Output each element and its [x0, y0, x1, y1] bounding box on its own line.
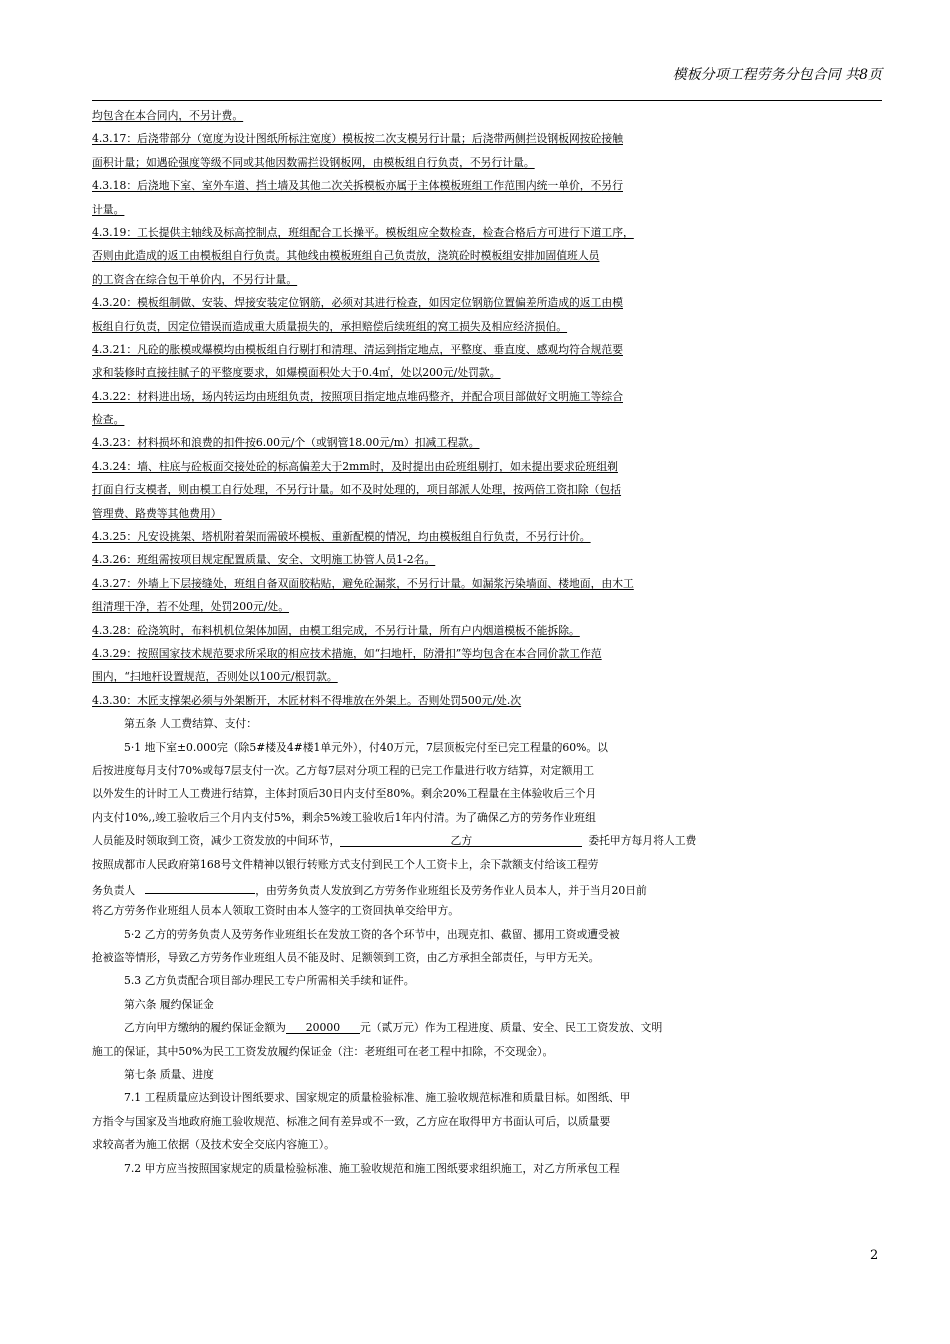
text-line — [92, 1110, 884, 1133]
line-text: 否则由此造成的返工由模板组自行负责。其他线由模板班组自己负责放，浇筑砼时模板组安排加固值班人员 — [92, 249, 600, 263]
line-text: 方指令与国家及当地政府施工验收规范、标准之间有差异或不一致，乙方应在取得甲方书面认可后，以质量要 — [92, 1114, 611, 1128]
line-text: 4.3.25：凡安设挑架、塔机附着架而需破坏模板、重新配模的情况，均由模板组自行负责，不另行计价。 — [92, 530, 591, 544]
document-body — [92, 104, 884, 1180]
line-text: 5·2 乙方的劳务负责人及劳务作业班组长在发放工资的各个环节中，出现克扣、截留、挪用工资或遭受被 — [124, 927, 620, 941]
line-text: 内支付10%,,竣工验收后三个月内支付5%，剩余5%竣工验收后1年内付清。为了确保乙方的劳务作业班组 — [92, 810, 596, 824]
text-line — [92, 993, 884, 1016]
text-line — [92, 1133, 884, 1156]
text-line — [92, 244, 884, 267]
deposit-amount-blank: 20000 — [286, 1016, 360, 1034]
text-line — [92, 408, 884, 431]
line-text: 施工的保证，其中50%为民工工资发放履约保证金（注：老班组可在老工程中扣除，不交现金）。 — [92, 1044, 554, 1058]
line-text: 4.3.28：砼浇筑时，布料机机位架体加固，由模工组完成，不另行计量，所有户内烟道模板不能拆除。 — [92, 623, 580, 637]
line-text: 均包含在本合同内，不另计费。 — [92, 109, 244, 122]
page-number: 2 — [870, 1248, 879, 1263]
text-line — [92, 104, 884, 127]
line-text: 第七条 质量、进度 — [124, 1068, 214, 1082]
line-text: 管理费、路费等其他费用） — [92, 506, 222, 520]
text-line — [92, 291, 884, 314]
line-text: 以外发生的计时工人工费进行结算，主体封顶后30日内支付至80%。剩余20%工程量在主体验收后三个月 — [92, 787, 597, 801]
text-line — [92, 1157, 884, 1180]
text-line — [92, 455, 884, 478]
text-line — [92, 174, 884, 197]
text-line — [92, 829, 884, 852]
text-line — [92, 502, 884, 525]
text-line — [92, 853, 884, 876]
text-line — [92, 712, 884, 735]
line-text: 7.2 甲方应当按照国家规定的质量检验标准、施工验收规范和施工图纸要求组织施工，对乙方所承包工程 — [124, 1161, 620, 1175]
text-line — [92, 268, 884, 291]
text-line — [92, 806, 884, 829]
line-text: 打面自行支模者，则由模工自行处理，不另行计量。如不及时处理的，项目部派人处理，按两倍工资扣除（包括 — [92, 483, 622, 497]
text-line — [92, 899, 884, 922]
deposit-tail: 元（贰万元）作为工程进度、质量、安全、民工工资发放、文明 — [359, 1021, 663, 1035]
line-text: 将乙方劳务作业班组人员本人领取工资时由本人签字的工资回执单交给甲方。 — [92, 904, 460, 918]
line-text: 围内，“扫地杆设置规范，否则处以100元/根罚款。 — [92, 670, 338, 684]
page-header: 模板分项工程劳务分包合同 共8页 — [672, 67, 882, 83]
text-line — [92, 759, 884, 782]
text-line — [92, 361, 884, 384]
line-text: 4.3.17：后浇带部分（宽度为设计图纸所标注宽度）模板按二次支模另行计量；后浇带两侧拦设钢板网按砼接触 — [92, 132, 623, 146]
line-text: 4.3.27：外墙上下层接缝处，班组自备双面胶粘贴，避免砼漏浆，不另行计量。如漏浆污染墙面、楼地面，由木工 — [92, 576, 634, 590]
labor-rep-tail: ，由劳务负责人发放到乙方劳务作业班组长及劳务作业人员本人，并于当月20日前 — [255, 883, 647, 897]
line-text: 5·1 地下室±0.000完（除5#楼及4#楼1单元外），付40万元，7层顶板完付至已完工程量的60%。以 — [124, 740, 608, 754]
line-text: 第五条 人工费结算、支付： — [124, 717, 257, 731]
text-line — [92, 1063, 884, 1086]
text-line — [92, 385, 884, 408]
entrust-text: 委托甲方每月将人工费 — [588, 834, 697, 848]
text-line — [92, 221, 884, 244]
line-text: 组清理干净，若不处理，处罚200元/处。 — [92, 600, 289, 614]
line-text: 求较高者为施工依据（及技术安全交底内容施工）。 — [92, 1138, 335, 1152]
line-text: 人员能及时领取到工资，减少工资发放的中间环节， — [92, 834, 341, 848]
text-line — [92, 548, 884, 571]
text-line — [92, 572, 884, 595]
line-text: 4.3.20：模板组制做、安装、焊接安装定位钢筋，必须对其进行检查，如因定位钢筋位置偏差所造成的返工由模 — [92, 296, 623, 310]
line-text: 4.3.23：材料损坏和浪费的扣件按6.00元/个（或钢管18.00元/m）扣减工程款。 — [92, 436, 480, 450]
line-text: 4.3.19：工长提供主轴线及标高控制点，班组配合工长操平。模板组应全数检查，检查合格后方可进行下道工序， — [92, 225, 634, 239]
party-b-blank: 乙方 — [340, 829, 582, 847]
line-text: 4.3.21：凡砼的胀模或爆模均由模板组自行剔打和清理、清运到指定地点，平整度、垂直度、感观均符合规范要 — [92, 342, 623, 356]
line-text: 抢被盗等情形，导致乙方劳务作业班组人员不能及时、足额领到工资，由乙方承担全部责任，与甲方无关。 — [92, 951, 600, 965]
text-line — [92, 431, 884, 454]
text-line — [92, 1086, 884, 1109]
line-text: 的工资含在综合包干单价内，不另行计量。 — [92, 272, 298, 286]
text-line — [92, 315, 884, 338]
line-text: 4.3.29：按照国家技术规范要求所采取的相应技术措施，如“扫地杆，防滑扣”等均包含在本合同价款工作范 — [92, 646, 602, 660]
line-text: 计量。 — [92, 202, 125, 216]
line-text: 板组自行负责，因定位错误而造成重大质量损失的，承担赔偿后续班组的窝工损失及相应经济损伯。 — [92, 319, 568, 333]
text-line — [92, 689, 884, 712]
line-text: 4.3.26：班组需按项目规定配置质量、安全、文明施工协管人员1-2名。 — [92, 553, 436, 567]
text-line — [92, 478, 884, 501]
line-text: 务负责人 — [92, 883, 136, 897]
line-text: 面积计量；如遇砼强度等级不同或其他因数需拦设钢板网，由模板组自行负责，不另行计量。 — [92, 155, 535, 169]
line-text: 按照成都市人民政府第168号文件精神以银行转账方式支付到民工个人工资卡上，余下款额支付给该工程劳 — [92, 857, 599, 871]
text-line — [92, 127, 884, 150]
line-text: 4.3.18：后浇地下室、室外车道、挡土墙及其他二次关拆模板亦属于主体模板班组工作范围内统一单价，不另行 — [92, 179, 623, 193]
text-line — [92, 923, 884, 946]
text-line — [92, 969, 884, 992]
line-text: 求和装修时直接挂腻子的平整度要求，如爆模面积处大于0.4㎡，处以200元/处罚款。 — [92, 366, 501, 380]
line-text: 第六条 履约保证金 — [124, 997, 214, 1011]
text-line — [92, 595, 884, 618]
text-line — [92, 198, 884, 221]
text-line — [92, 338, 884, 361]
line-text: 5.3 乙方负责配合项目部办理民工专户所需相关手续和证件。 — [124, 974, 415, 988]
line-text: 后按进度每月支付70%或每7层支付一次。乙方每7层对分项工程的已完工作量进行收方结算，对定额用工 — [92, 763, 594, 777]
header-rule — [92, 100, 882, 101]
line-text: 乙方向甲方缴纳的履约保证金额为 — [124, 1021, 286, 1035]
text-line — [92, 619, 884, 642]
text-line — [92, 782, 884, 805]
text-line — [92, 665, 884, 688]
text-line — [92, 525, 884, 548]
text-line — [92, 946, 884, 969]
labor-rep-blank — [145, 876, 255, 894]
line-text: 检查。 — [92, 413, 125, 427]
line-text: 4.3.24：墙、柱底与砼板面交接处砼的标高偏差大于2mm时，及时提出由砼班组剔打，如未提出要求砼班组剃 — [92, 459, 618, 473]
text-line — [92, 1040, 884, 1063]
line-text: 4.3.30：木匠支撑架必须与外架断开，木匠材料不得堆放在外架上。否则处罚500元/处.次 — [92, 693, 522, 707]
text-line — [92, 642, 884, 665]
text-line — [92, 1016, 884, 1039]
text-line — [92, 876, 884, 899]
line-text: 7.1 工程质量应达到设计图纸要求、国家规定的质量检验标准、施工验收规范标准和质量目标。如图纸、甲 — [124, 1091, 631, 1105]
line-text: 4.3.22：材料进出场，场内转运均由班组负责，按照项目指定地点堆码整齐，并配合项目部做好文明施工等综合 — [92, 389, 623, 403]
text-line — [92, 736, 884, 759]
text-line — [92, 151, 884, 174]
